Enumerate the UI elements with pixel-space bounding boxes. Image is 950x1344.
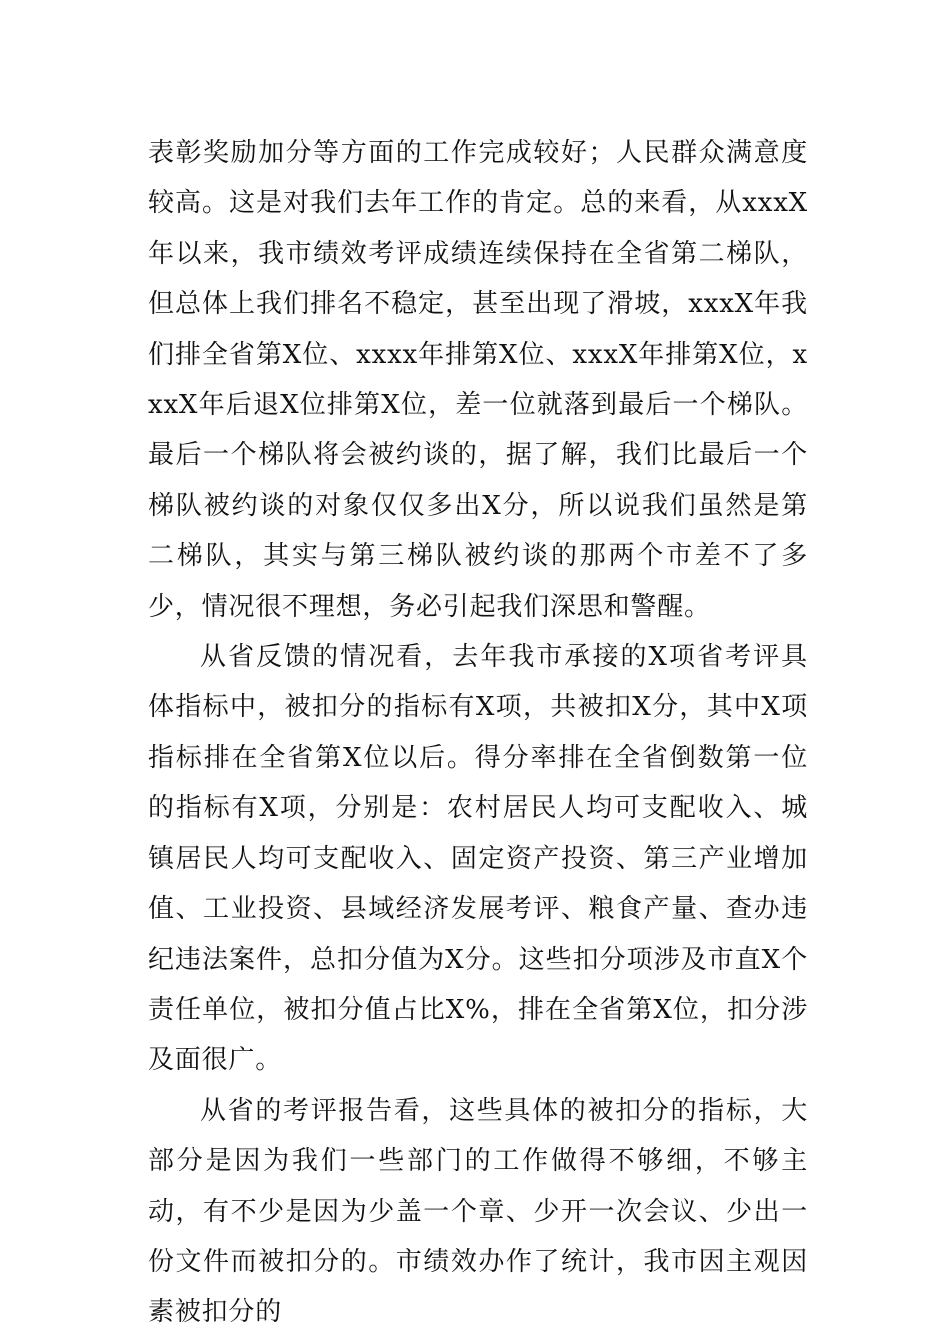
paragraph-3: 从省的考评报告看，这些具体的被扣分的指标，大部分是因为我们一些部门的工作做得不够细，不够主动，有不少是因为少盖一个章、少开一次会议、少出一份文件而被扣分的。市绩效办作了统计，我市因主观因素被扣分的 <box>148 1095 808 1328</box>
document-body <box>148 128 808 1338</box>
paragraph-2: 从省反馈的情况看，去年我市承接的X项省考评具体指标中，被扣分的指标有X项，共被扣X分，其中X项指标排在全省第X位以后。得分率排在全省倒数第一位的指标有X项，分别是：农村居民人均可支配收入、城镇居民人均可支配收入、固定资产投资、第三产业增加值、工业投资、县域经济发展考评、粮食产量、查办违纪违法案件，总扣分值为X分。这些扣分项涉及市直X个责任单位，被扣分值占比X%，排在全省第X位，扣分涉及面很广。 <box>148 642 808 1076</box>
paragraph-1: 表彰奖励加分等方面的工作完成较好；人民群众满意度较高。这是对我们去年工作的肯定。总的来看，从xxxX年以来，我市绩效考评成绩连续保持在全省第二梯队，但总体上我们排名不稳定，甚至出现了滑坡，xxxX年我们排全省第X位、xxxx年排第X位、xxxX年排第X位，xxxX年后退X位排第X位，差一位就落到最后一个梯队。最后一个梯队将会被约谈的，据了解，我们比最后一个梯队被约谈的对象仅仅多出X分，所以说我们虽然是第二梯队，其实与第三梯队被约谈的那两个市差不了多少，情况很不理想，务必引起我们深思和警醒。 <box>148 138 808 622</box>
